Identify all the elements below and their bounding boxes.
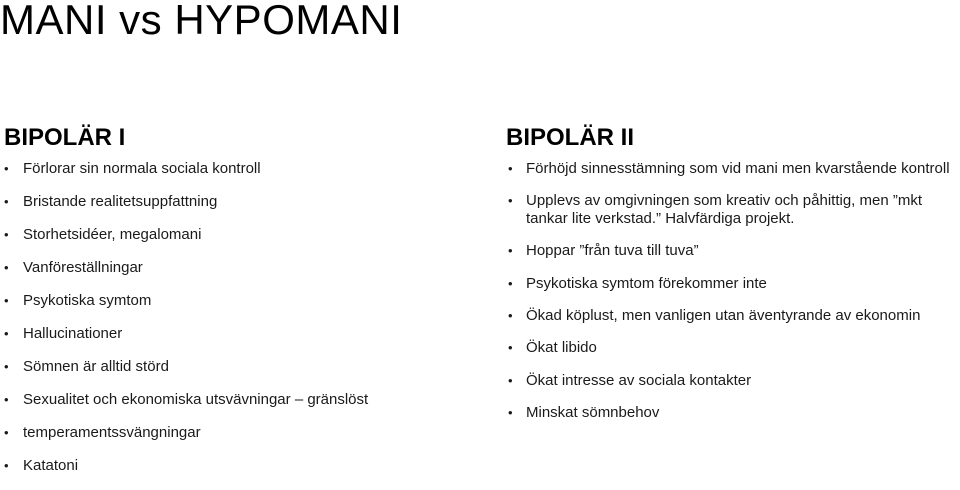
list-item (4, 259, 474, 292)
slide-title: MANI vs HYPOMANI (0, 0, 403, 43)
bipolar-1-heading: BIPOLÄR I (4, 124, 126, 151)
list-item-text: Förhöjd sinnesstämning som vid mani men kvarstående kontroll (526, 160, 950, 177)
list-item-text: Hoppar ”från tuva till tuva” (526, 242, 699, 259)
bullet-icon: • (4, 326, 9, 341)
list-item (4, 160, 474, 193)
bullet-icon: • (508, 308, 513, 323)
list-item (506, 192, 956, 228)
bullet-icon: • (508, 243, 513, 258)
bipolar-1-list (4, 160, 474, 490)
bullet-icon: • (4, 293, 9, 308)
bullet-icon: • (4, 359, 9, 374)
list-item-text: Förlorar sin normala sociala kontroll (23, 160, 261, 177)
list-item (506, 404, 956, 422)
list-item (506, 160, 956, 178)
bullet-icon: • (4, 392, 9, 407)
list-item (506, 307, 956, 325)
bullet-icon: • (4, 161, 9, 176)
list-item-text: Katatoni (23, 457, 79, 474)
list-item-text: Vanföreställningar (23, 259, 143, 276)
list-item (506, 372, 956, 390)
list-item (4, 193, 474, 226)
bullet-icon: • (508, 193, 513, 208)
list-item (4, 358, 474, 391)
list-item-text: Storhetsidéer, megalomani (23, 226, 202, 243)
list-item (4, 391, 474, 424)
bullet-icon: • (508, 372, 513, 388)
bipolar-2-list (506, 160, 956, 422)
bullet-icon: • (508, 340, 513, 355)
list-item (4, 424, 474, 457)
bullet-icon: • (508, 275, 513, 291)
list-item-text: Ökat libido (526, 339, 597, 356)
list-item (4, 226, 474, 259)
list-item (506, 275, 956, 293)
list-item-text: Bristande realitetsuppfattning (23, 193, 218, 210)
list-item (506, 339, 956, 357)
list-item (4, 292, 474, 325)
list-item (506, 242, 956, 260)
list-item-text: Sexualitet och ekonomiska utsvävningar – gränslöst (23, 391, 369, 408)
bullet-icon: • (508, 161, 513, 176)
bullet-icon: • (4, 227, 9, 242)
bullet-icon: • (4, 194, 9, 209)
list-item-text: Ökad köplust, men vanligen utan äventyrande av ekonomin (526, 307, 921, 324)
bullet-icon: • (4, 425, 9, 440)
bipolar-1-column (4, 116, 474, 490)
list-item-text: Upplevs av omgivningen som kreativ och påhittig, men ”mkt tankar lite verkstad.” Halvfärdiga projekt. (526, 192, 923, 227)
bullet-icon: • (4, 260, 9, 275)
bipolar-2-heading: BIPOLÄR II (506, 124, 635, 151)
list-item-text: Ökat intresse av sociala kontakter (526, 371, 752, 389)
bullet-icon: • (4, 458, 9, 473)
bullet-icon: • (508, 405, 513, 420)
list-item-text: Hallucinationer (23, 325, 123, 342)
list-item-text: Sömnen är alltid störd (23, 358, 169, 375)
list-item-text: Psykotiska symtom (23, 292, 152, 309)
list-item-text: temperamentssvängningar (23, 424, 201, 441)
list-item-text: Minskat sömnbehov (526, 404, 660, 421)
list-item (4, 457, 474, 490)
bipolar-2-column (506, 116, 956, 437)
list-item-text: Psykotiska symtom förekommer inte (526, 274, 767, 292)
list-item (4, 325, 474, 358)
